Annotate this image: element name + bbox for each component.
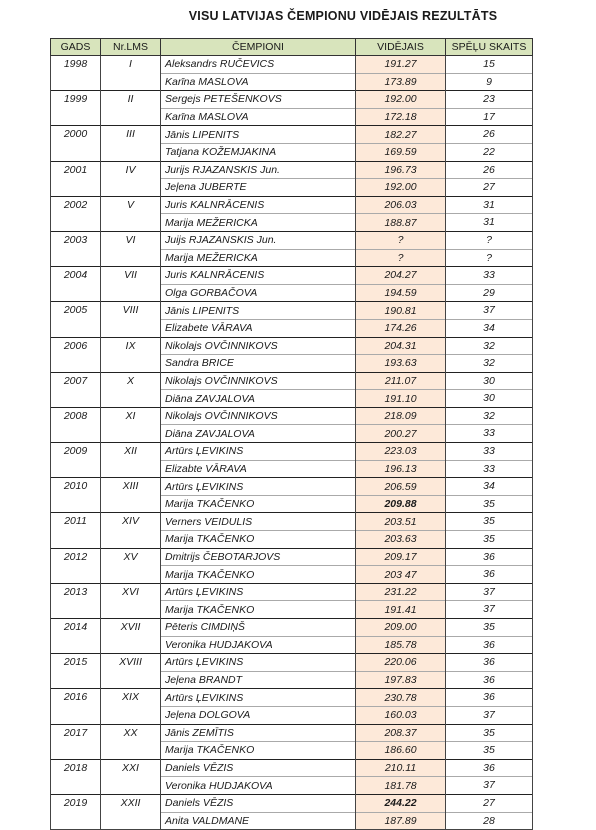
- year-cell: 2006: [51, 337, 101, 355]
- average-cell: 188.87: [356, 214, 446, 232]
- champion-name-cell: Verners VEIDULIS: [161, 513, 356, 531]
- average-cell: 206.59: [356, 478, 446, 496]
- champion-name-cell: Anita VALDMANE: [161, 812, 356, 830]
- table-row: [51, 777, 533, 795]
- championship-number-cell: XVII: [101, 619, 161, 637]
- average-cell: 191.27: [356, 56, 446, 74]
- year-cell: [51, 671, 101, 689]
- year-cell: 2004: [51, 267, 101, 285]
- average-cell: 196.13: [356, 460, 446, 478]
- average-cell: 204.31: [356, 337, 446, 355]
- table-row: [51, 601, 533, 619]
- champion-name-cell: Tatjana KOŽEMJAKINA: [161, 143, 356, 161]
- games-count-cell: 35: [446, 495, 533, 513]
- average-cell: ?: [356, 231, 446, 249]
- champion-name-cell: Diāna ZAVJALOVA: [161, 425, 356, 443]
- championship-number-cell: [101, 566, 161, 584]
- year-cell: 2008: [51, 407, 101, 425]
- championship-number-cell: [101, 249, 161, 267]
- games-count-cell: 37: [446, 583, 533, 601]
- games-count-cell: 27: [446, 794, 533, 812]
- year-cell: 2018: [51, 759, 101, 777]
- table-row: [51, 583, 533, 601]
- champion-name-cell: Marija TKAČENKO: [161, 601, 356, 619]
- games-count-cell: 36: [446, 636, 533, 654]
- champion-name-cell: Nikolajs OVČINNIKOVS: [161, 407, 356, 425]
- championship-number-cell: [101, 284, 161, 302]
- champion-name-cell: Sergejs PETEŠENKOVS: [161, 91, 356, 109]
- championship-number-cell: IX: [101, 337, 161, 355]
- championship-number-cell: XIII: [101, 478, 161, 496]
- games-count-cell: 33: [446, 425, 533, 443]
- average-cell: 231.22: [356, 583, 446, 601]
- champion-name-cell: Jānis LIPENITS: [161, 302, 356, 320]
- average-cell: 209.88: [356, 495, 446, 513]
- average-cell: 196.73: [356, 161, 446, 179]
- year-cell: [51, 601, 101, 619]
- average-cell: 193.63: [356, 355, 446, 373]
- year-cell: 2015: [51, 654, 101, 672]
- year-cell: [51, 425, 101, 443]
- championship-number-cell: IV: [101, 161, 161, 179]
- average-cell: 197.83: [356, 671, 446, 689]
- header-games: SPĒĻU SKAITS: [446, 39, 533, 56]
- table-row: [51, 566, 533, 584]
- championship-number-cell: [101, 636, 161, 654]
- games-count-cell: 37: [446, 777, 533, 795]
- average-cell: 181.78: [356, 777, 446, 795]
- champion-name-cell: Daniels VĒZIS: [161, 794, 356, 812]
- champion-name-cell: Artūrs ĻEVIKINS: [161, 654, 356, 672]
- champion-name-cell: Dmitrijs ČEBOTARJOVS: [161, 548, 356, 566]
- championship-number-cell: VI: [101, 231, 161, 249]
- championship-number-cell: [101, 179, 161, 197]
- year-cell: 2017: [51, 724, 101, 742]
- header-average: VIDĒJAIS: [356, 39, 446, 56]
- header-year: GADS: [51, 39, 101, 56]
- table-row: [51, 794, 533, 812]
- average-cell: 211.07: [356, 372, 446, 390]
- year-cell: [51, 812, 101, 830]
- games-count-cell: 34: [446, 319, 533, 337]
- championship-number-cell: VII: [101, 267, 161, 285]
- year-cell: [51, 636, 101, 654]
- championship-number-cell: XII: [101, 443, 161, 461]
- championship-number-cell: [101, 390, 161, 408]
- table-row: [51, 724, 533, 742]
- average-cell: 172.18: [356, 108, 446, 126]
- table-row: [51, 91, 533, 109]
- average-cell: 200.27: [356, 425, 446, 443]
- average-cell: 209.00: [356, 619, 446, 637]
- games-count-cell: 36: [446, 566, 533, 584]
- average-cell: 203 47: [356, 566, 446, 584]
- championship-number-cell: [101, 742, 161, 760]
- champion-name-cell: Artūrs ĻEVIKINS: [161, 583, 356, 601]
- champion-name-cell: Aleksandrs RUČEVICS: [161, 56, 356, 74]
- championship-number-cell: [101, 73, 161, 91]
- year-cell: [51, 390, 101, 408]
- table-row: [51, 179, 533, 197]
- games-count-cell: 35: [446, 531, 533, 549]
- year-cell: [51, 355, 101, 373]
- average-cell: 209.17: [356, 548, 446, 566]
- games-count-cell: 17: [446, 108, 533, 126]
- games-count-cell: 36: [446, 548, 533, 566]
- table-header: [51, 39, 533, 56]
- year-cell: [51, 566, 101, 584]
- games-count-cell: 36: [446, 654, 533, 672]
- year-cell: [51, 531, 101, 549]
- average-cell: 206.03: [356, 196, 446, 214]
- average-cell: ?: [356, 249, 446, 267]
- games-count-cell: ?: [446, 231, 533, 249]
- year-cell: 2014: [51, 619, 101, 637]
- average-cell: 203.63: [356, 531, 446, 549]
- championship-number-cell: [101, 812, 161, 830]
- champion-name-cell: Juris KALNRĀCENIS: [161, 196, 356, 214]
- championship-number-cell: XXI: [101, 759, 161, 777]
- champion-name-cell: Artūrs ĻEVIKINS: [161, 478, 356, 496]
- year-cell: [51, 742, 101, 760]
- table-row: [51, 284, 533, 302]
- table-row: [51, 302, 533, 320]
- table-row: [51, 548, 533, 566]
- championship-number-cell: II: [101, 91, 161, 109]
- average-cell: 191.10: [356, 390, 446, 408]
- year-cell: 2003: [51, 231, 101, 249]
- champion-name-cell: Karīna MASLOVA: [161, 73, 356, 91]
- year-cell: [51, 460, 101, 478]
- games-count-cell: 33: [446, 443, 533, 461]
- champion-name-cell: Jeļena BRANDT: [161, 671, 356, 689]
- table-row: [51, 143, 533, 161]
- games-count-cell: 33: [446, 267, 533, 285]
- table-row: [51, 56, 533, 74]
- table-row: [51, 161, 533, 179]
- table-row: [51, 196, 533, 214]
- games-count-cell: 29: [446, 284, 533, 302]
- games-count-cell: 31: [446, 214, 533, 232]
- average-cell: 169.59: [356, 143, 446, 161]
- average-cell: 218.09: [356, 407, 446, 425]
- champion-name-cell: Sandra BRICE: [161, 355, 356, 373]
- champion-name-cell: Artūrs ĻEVIKINS: [161, 443, 356, 461]
- championship-number-cell: XI: [101, 407, 161, 425]
- championship-number-cell: V: [101, 196, 161, 214]
- average-cell: 182.27: [356, 126, 446, 144]
- average-cell: 210.11: [356, 759, 446, 777]
- games-count-cell: 37: [446, 302, 533, 320]
- table-row: [51, 443, 533, 461]
- champion-name-cell: Juijs RJAZANSKIS Jun.: [161, 231, 356, 249]
- champion-name-cell: Jānis ZEMĪTIS: [161, 724, 356, 742]
- championship-number-cell: XXII: [101, 794, 161, 812]
- average-cell: 187.89: [356, 812, 446, 830]
- year-cell: 2011: [51, 513, 101, 531]
- average-cell: 223.03: [356, 443, 446, 461]
- games-count-cell: 30: [446, 390, 533, 408]
- games-count-cell: 27: [446, 179, 533, 197]
- champion-name-cell: Daniels VĒZIS: [161, 759, 356, 777]
- championship-number-cell: [101, 671, 161, 689]
- championship-number-cell: [101, 214, 161, 232]
- average-cell: 160.03: [356, 706, 446, 724]
- table-row: [51, 407, 533, 425]
- table-row: [51, 759, 533, 777]
- championship-number-cell: [101, 425, 161, 443]
- year-cell: 2002: [51, 196, 101, 214]
- games-count-cell: 32: [446, 337, 533, 355]
- games-count-cell: 28: [446, 812, 533, 830]
- average-cell: 208.37: [356, 724, 446, 742]
- year-cell: 2019: [51, 794, 101, 812]
- year-cell: 2010: [51, 478, 101, 496]
- year-cell: 2005: [51, 302, 101, 320]
- champion-name-cell: Jeļena JUBERTE: [161, 179, 356, 197]
- championship-number-cell: [101, 460, 161, 478]
- table-row: [51, 706, 533, 724]
- year-cell: 1998: [51, 56, 101, 74]
- championship-number-cell: XVI: [101, 583, 161, 601]
- average-cell: 204.27: [356, 267, 446, 285]
- games-count-cell: 9: [446, 73, 533, 91]
- year-cell: 1999: [51, 91, 101, 109]
- championship-number-cell: XV: [101, 548, 161, 566]
- year-cell: [51, 73, 101, 91]
- average-cell: 186.60: [356, 742, 446, 760]
- table-row: [51, 126, 533, 144]
- year-cell: 2000: [51, 126, 101, 144]
- champion-name-cell: Diāna ZAVJALOVA: [161, 390, 356, 408]
- championship-number-cell: VIII: [101, 302, 161, 320]
- year-cell: [51, 249, 101, 267]
- games-count-cell: 26: [446, 161, 533, 179]
- games-count-cell: 23: [446, 91, 533, 109]
- championship-number-cell: [101, 706, 161, 724]
- average-cell: 192.00: [356, 179, 446, 197]
- year-cell: 2009: [51, 443, 101, 461]
- games-count-cell: 37: [446, 601, 533, 619]
- average-cell: 174.26: [356, 319, 446, 337]
- year-cell: 2007: [51, 372, 101, 390]
- year-cell: 2016: [51, 689, 101, 707]
- champion-name-cell: Elizabte VĀRAVA: [161, 460, 356, 478]
- table-row: [51, 337, 533, 355]
- champion-name-cell: Marija TKAČENKO: [161, 742, 356, 760]
- championship-number-cell: [101, 495, 161, 513]
- champion-name-cell: Pēteris CIMDIŅŠ: [161, 619, 356, 637]
- games-count-cell: ?: [446, 249, 533, 267]
- year-cell: [51, 179, 101, 197]
- average-cell: 220.06: [356, 654, 446, 672]
- champion-name-cell: Olga GORBAČOVA: [161, 284, 356, 302]
- table-row: [51, 478, 533, 496]
- champion-name-cell: Nikolajs OVČINNIKOVS: [161, 372, 356, 390]
- games-count-cell: 36: [446, 759, 533, 777]
- table-row: [51, 355, 533, 373]
- year-cell: 2013: [51, 583, 101, 601]
- table-row: [51, 513, 533, 531]
- championship-number-cell: [101, 319, 161, 337]
- year-cell: [51, 214, 101, 232]
- average-cell: 185.78: [356, 636, 446, 654]
- year-cell: [51, 319, 101, 337]
- championship-number-cell: XIX: [101, 689, 161, 707]
- games-count-cell: 15: [446, 56, 533, 74]
- average-cell: 190.81: [356, 302, 446, 320]
- average-cell: 244.22: [356, 794, 446, 812]
- champion-name-cell: Nikolajs OVČINNIKOVS: [161, 337, 356, 355]
- championship-number-cell: [101, 531, 161, 549]
- games-count-cell: 26: [446, 126, 533, 144]
- games-count-cell: 31: [446, 196, 533, 214]
- year-cell: [51, 777, 101, 795]
- games-count-cell: 35: [446, 619, 533, 637]
- championship-number-cell: XX: [101, 724, 161, 742]
- champion-name-cell: Jānis LIPENITS: [161, 126, 356, 144]
- champions-table: [50, 38, 533, 830]
- champion-name-cell: Elizabete VĀRAVA: [161, 319, 356, 337]
- table-row: [51, 742, 533, 760]
- games-count-cell: 36: [446, 689, 533, 707]
- champion-name-cell: Marija TKAČENKO: [161, 566, 356, 584]
- average-cell: 173.89: [356, 73, 446, 91]
- average-cell: 191.41: [356, 601, 446, 619]
- championship-number-cell: XVIII: [101, 654, 161, 672]
- champion-name-cell: Marija MEŽERICKA: [161, 249, 356, 267]
- year-cell: [51, 495, 101, 513]
- games-count-cell: 32: [446, 407, 533, 425]
- table-row: [51, 319, 533, 337]
- games-count-cell: 37: [446, 706, 533, 724]
- page-title: VISU LATVIJAS ČEMPIONU VIDĒJAIS REZULTĀTS: [188, 9, 498, 23]
- games-count-cell: 36: [446, 671, 533, 689]
- champion-name-cell: Marija TKAČENKO: [161, 495, 356, 513]
- champion-name-cell: Veronika HUDJAKOVA: [161, 636, 356, 654]
- year-cell: 2012: [51, 548, 101, 566]
- year-cell: [51, 284, 101, 302]
- average-cell: 230.78: [356, 689, 446, 707]
- games-count-cell: 33: [446, 460, 533, 478]
- championship-number-cell: I: [101, 56, 161, 74]
- table-row: [51, 425, 533, 443]
- champion-name-cell: Artūrs ĻEVIKINS: [161, 689, 356, 707]
- games-count-cell: 35: [446, 742, 533, 760]
- championship-number-cell: [101, 355, 161, 373]
- table-row: [51, 531, 533, 549]
- championship-number-cell: X: [101, 372, 161, 390]
- table-body: [51, 56, 533, 830]
- table-row: [51, 495, 533, 513]
- champion-name-cell: Karīna MASLOVA: [161, 108, 356, 126]
- championship-number-cell: [101, 108, 161, 126]
- champion-name-cell: Veronika HUDJAKOVA: [161, 777, 356, 795]
- championship-number-cell: [101, 143, 161, 161]
- games-count-cell: 35: [446, 724, 533, 742]
- year-cell: [51, 143, 101, 161]
- year-cell: 2001: [51, 161, 101, 179]
- table-row: [51, 619, 533, 637]
- champion-name-cell: Jurijs RJAZANSKIS Jun.: [161, 161, 356, 179]
- champion-name-cell: Marija MEŽERICKA: [161, 214, 356, 232]
- games-count-cell: 22: [446, 143, 533, 161]
- table-row: [51, 267, 533, 285]
- table-row: [51, 812, 533, 830]
- table-row: [51, 73, 533, 91]
- header-nr: Nr.LMS: [101, 39, 161, 56]
- table-row: [51, 460, 533, 478]
- champion-name-cell: Jeļena DOLGOVA: [161, 706, 356, 724]
- table-row: [51, 214, 533, 232]
- table-row: [51, 636, 533, 654]
- table-row: [51, 249, 533, 267]
- championship-number-cell: [101, 601, 161, 619]
- games-count-cell: 35: [446, 513, 533, 531]
- games-count-cell: 34: [446, 478, 533, 496]
- championship-number-cell: III: [101, 126, 161, 144]
- year-cell: [51, 706, 101, 724]
- average-cell: 194.59: [356, 284, 446, 302]
- table-row: [51, 689, 533, 707]
- champion-name-cell: Juris KALNRĀCENIS: [161, 267, 356, 285]
- games-count-cell: 32: [446, 355, 533, 373]
- average-cell: 192.00: [356, 91, 446, 109]
- games-count-cell: 30: [446, 372, 533, 390]
- championship-number-cell: XIV: [101, 513, 161, 531]
- average-cell: 203.51: [356, 513, 446, 531]
- table-row: [51, 671, 533, 689]
- header-champions: ČEMPIONI: [161, 39, 356, 56]
- champion-name-cell: Marija TKAČENKO: [161, 531, 356, 549]
- championship-number-cell: [101, 777, 161, 795]
- table-row: [51, 372, 533, 390]
- table-row: [51, 390, 533, 408]
- table-row: [51, 231, 533, 249]
- table-row: [51, 654, 533, 672]
- table-row: [51, 108, 533, 126]
- year-cell: [51, 108, 101, 126]
